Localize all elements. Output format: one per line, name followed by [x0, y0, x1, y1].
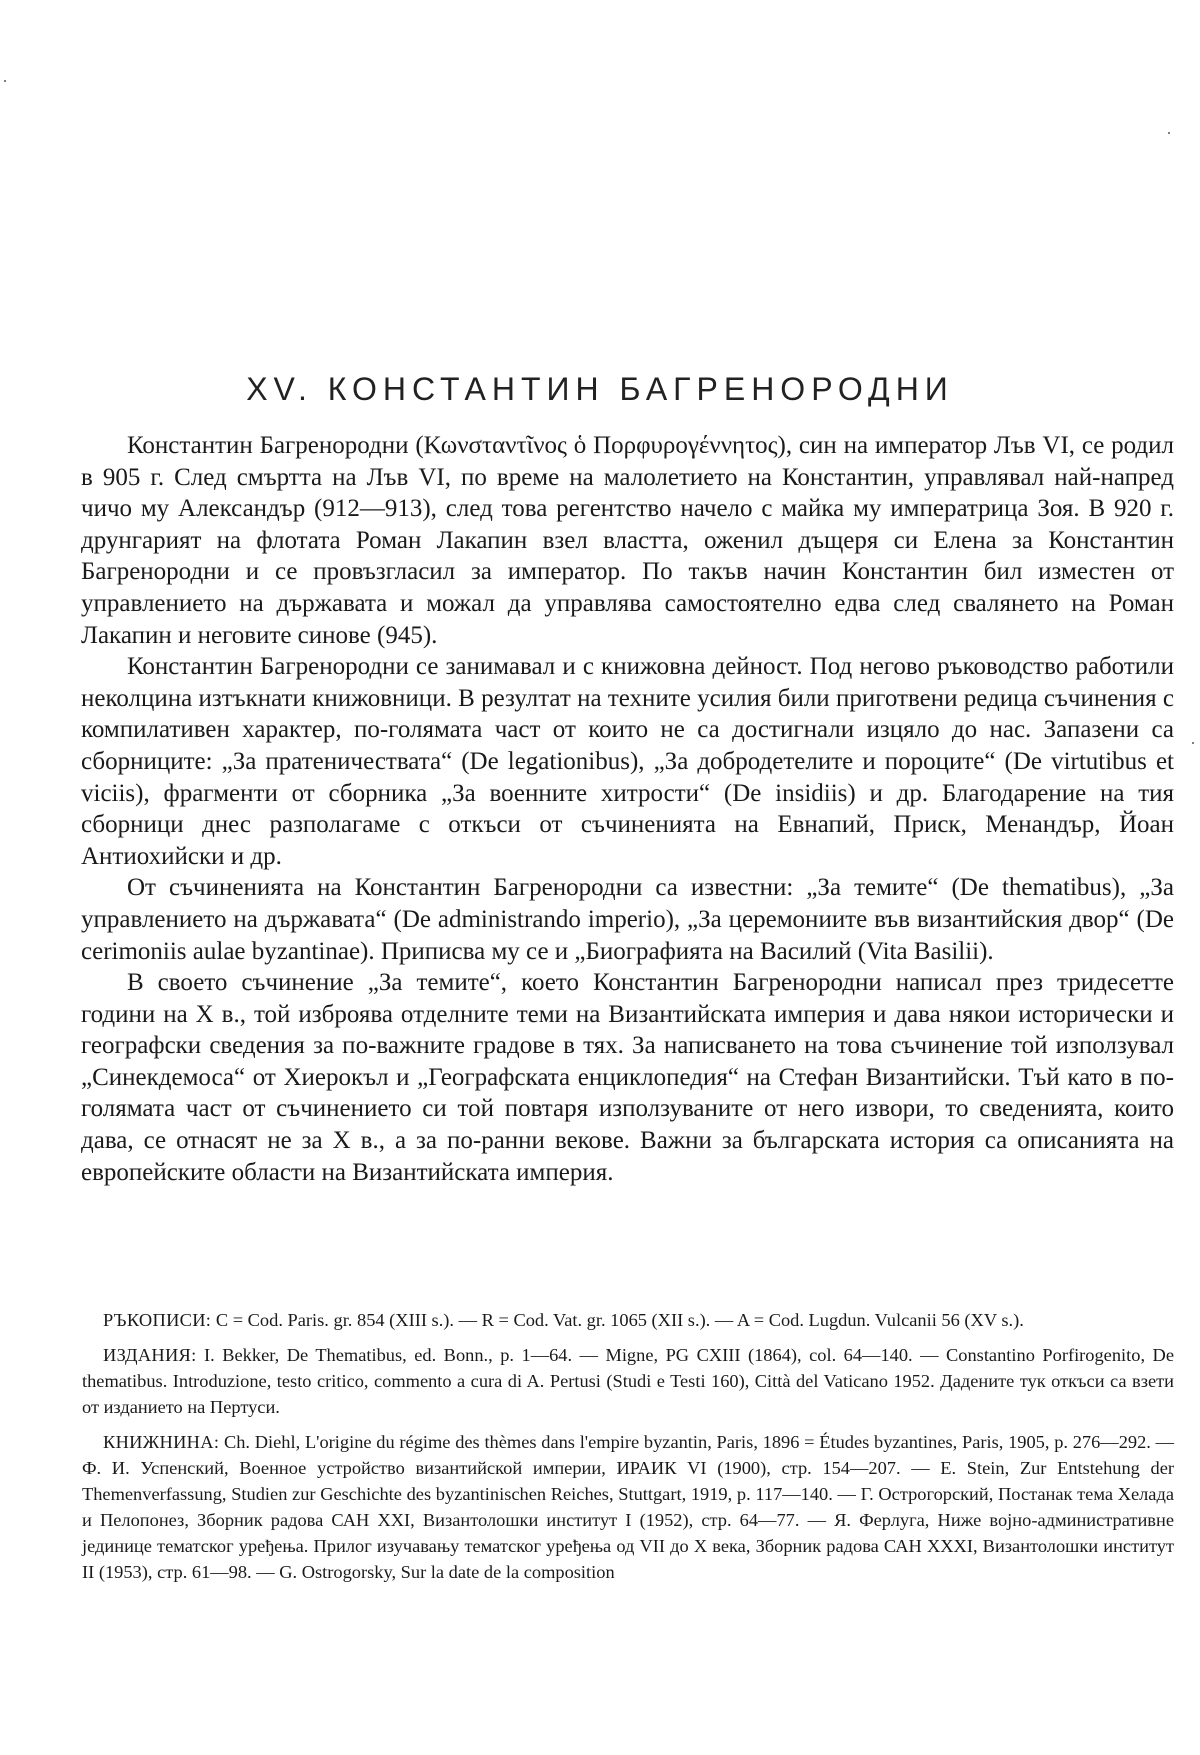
literature-text: Ch. Diehl, L'origine du régime des thèmes dans l'empire byzantin, Paris, 1896 = Études byzantines, Paris, 1905, p. 276—292. — Ф. И. Успенский, Военное устройство византийской империи, ИРАИК VI (1900), стр. 154—207. — E. Stein, Zur Entstehung der Themenverfassung, Studien zur Geschichte des byzantinischen Reiches, Stuttgart, 1919, p. 117—140. — Г. Острогорский, Постанак тема Хелада и Пелопонез, Зборник радова САН XXI, Византолошки институт I (1952), стр. 64—77. — Я. Ферлуга, Ниже војно-административне јединице тематског уређења. Прилог изучавању тематског уређења од VII до X века, Зборник радова САН XXXI, Византолошки институт II (1953), стр. 61—98. — G. Ostrogorsky, Sur la date de la composition: [82, 1432, 1174, 1582]
literature-label: КНИЖНИНА:: [103, 1432, 220, 1452]
paragraph-1: Константин Багренородни (Κωνσταντῖνος ὁ Πορφυρογέννητος), син на император Лъв VI, се родил в 905 г. След смъртта на Лъв VI, по време на малолетието на Константин, управлявал най-напред чичо му Александър (912—913), след това регентство начело с майка му императрица Зоя. В 920 г. друнгарият на флотата Роман Лакапин взел властта, оженил дъщеря си Елена за Константин Багренородни и се провъзгласил за император. По такъв начин Константин бил изместен от управлението на държавата и можал да управлява самостоятелно едва след свалянето на Роман Лакапин и неговите синове (945).: [81, 432, 1174, 649]
chapter-title: XV. КОНСТАНТИН БАГРЕНОРОДНИ: [246, 371, 954, 408]
scan-speck: [1168, 132, 1170, 134]
literature-entry: [82, 1429, 1174, 1585]
paragraph-2: Константин Багренородни се занимавал и с книжовна дейност. Под негово ръководство работили неколцина изтъкнати книжовници. В резултат на техните усилия били приготвени редица съчинения с компилативен характер, по-голямата част от които не са достигнали изцяло до нас. Запазени са сборниците: „За пратеничествата“ (De legationibus), „За добродетелите и пороците“ (De virtutibus et viciis), фрагменти от сборника „За военните хитрости“ (De insidiis) и др. Благодарение на тия сборници днес разполагаме с откъси от съчиненията на Евнапий, Приск, Менандър, Йоан Антиохийски и др.: [81, 653, 1174, 870]
scan-speck: [4, 80, 6, 82]
references: [82, 1307, 1174, 1594]
manuscripts-label: РЪКОПИСИ:: [103, 1310, 212, 1330]
main-text: [81, 430, 1174, 1188]
manuscripts-text: C = Cod. Paris. gr. 854 (XIII s.). — R = Cod. Vat. gr. 1065 (XII s.). — A = Cod. Lugdun. Vulcanii 56 (XV s.).: [211, 1310, 1024, 1330]
editions-text: I. Bekker, De Thematibus, ed. Bonn., p. 1—64. — Migne, PG CXIII (1864), col. 64—140. — Constantino Porfirogenito, De thematibus. Introduzione, testo critico, commento a cura di A. Pertusi (Studi e Testi 160), Città del Vaticano 1952. Дадените тук откъси са взети от изданието на Пертуси.: [82, 1345, 1174, 1417]
paragraph-3: От съчиненията на Константин Багренородни са известни: „За темите“ (De thematibus), „За управлението на държавата“ (De administrando imperio), „За церемониите във византийския двор“ (De cerimoniis aulae byzantinae). Приписва му се и „Биографията на Василий (Vita Basilii).: [81, 874, 1174, 965]
manuscripts-entry: [82, 1307, 1174, 1333]
scan-speck: [1192, 742, 1194, 744]
editions-label: ИЗДАНИЯ:: [103, 1345, 197, 1365]
paragraph-4: В своето съчинение „За темите“, което Константин Багренородни написал през тридесетте години на X в., той изброява отделните теми на Византийската империя и дава някои исторически и географски сведения за по-важните градове в тях. За написването на това съчинение той използувал „Синекдемоса“ от Хиерокъл и „Географската енциклопедия“ на Стефан Византийски. Тъй като в по-голямата част от съчинението си той повтаря използуваните от него извори, то сведенията, които дава, се отнасят не за X в., а за по-ранни векове. Важни за българската история са описанията на европейските области на Византийската империя.: [81, 969, 1174, 1186]
editions-entry: [82, 1342, 1174, 1420]
